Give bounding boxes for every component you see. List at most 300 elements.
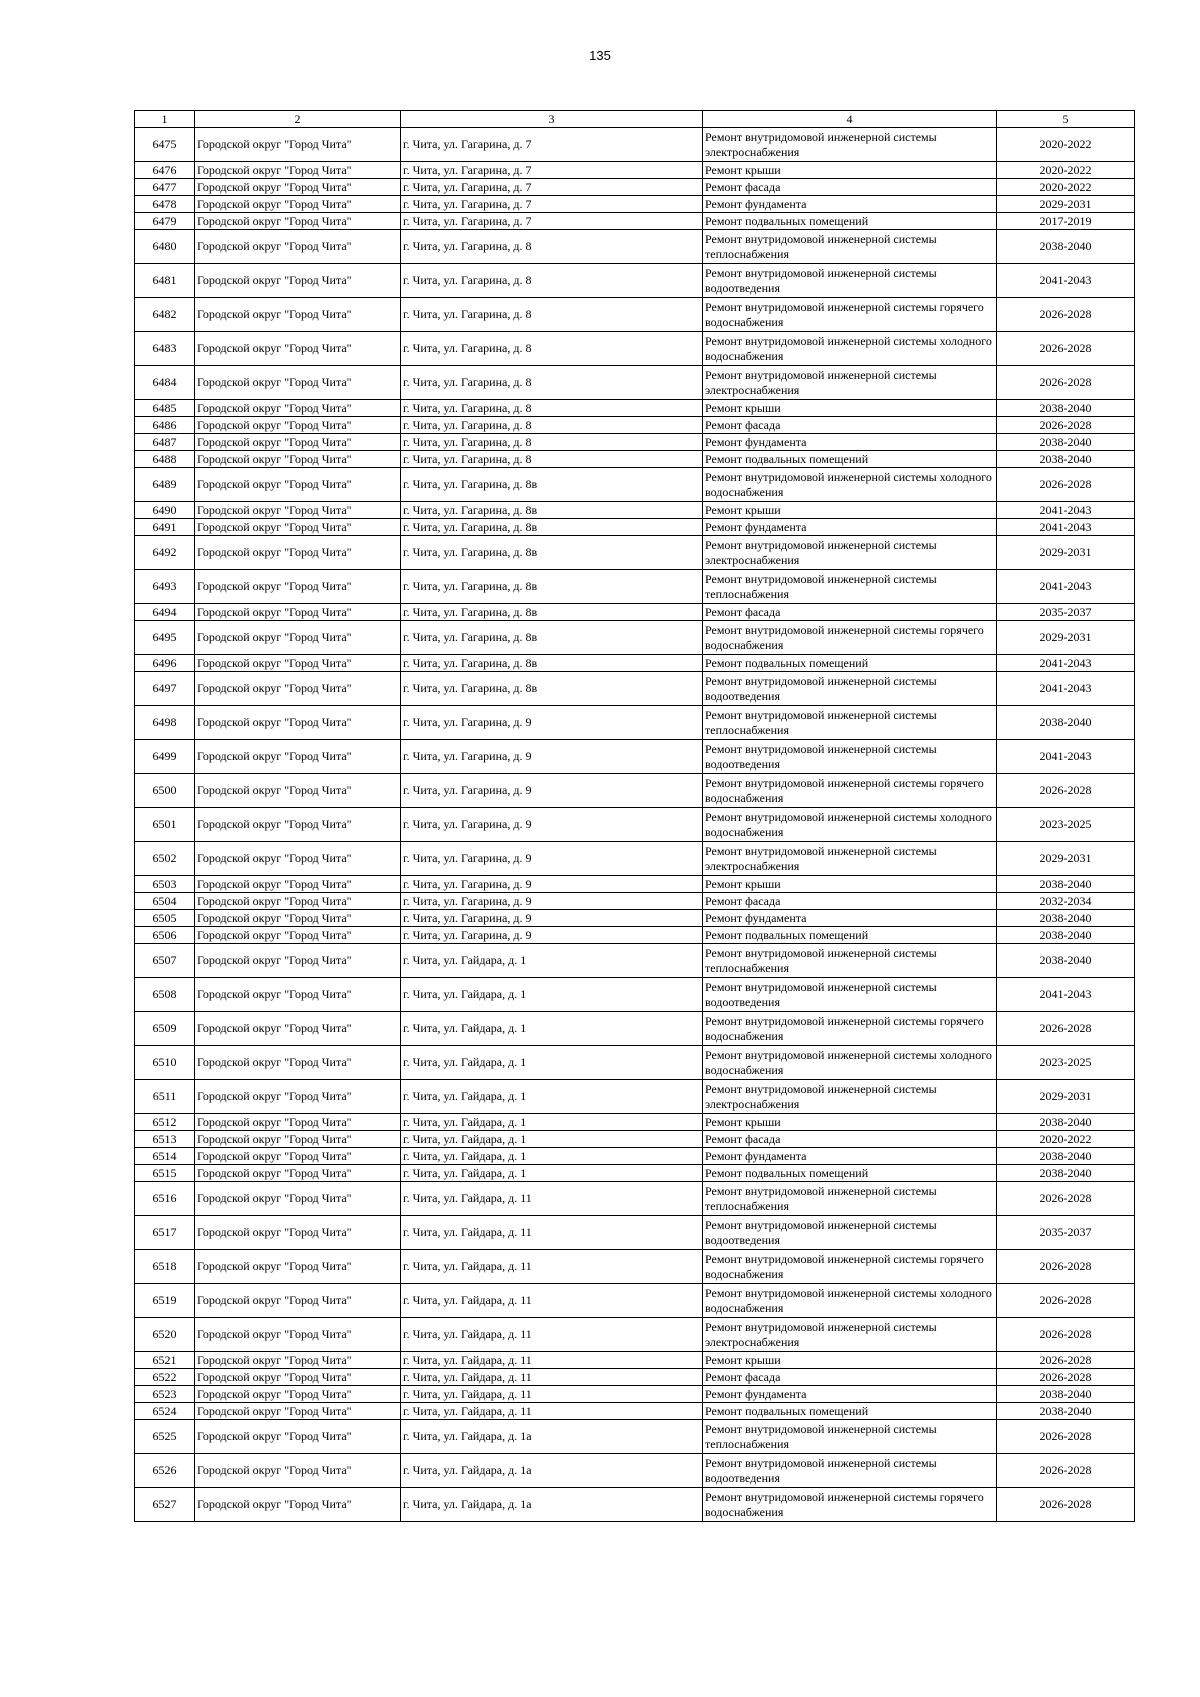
table-row — [135, 400, 1135, 417]
row-number-cell: 6505 — [135, 910, 195, 927]
address-cell: г. Чита, ул. Гагарина, д. 9 — [401, 740, 703, 774]
municipality-cell: Городской округ "Город Чита" — [195, 196, 401, 213]
address-cell: г. Чита, ул. Гайдара, д. 1 — [401, 1165, 703, 1182]
row-number-cell: 6506 — [135, 927, 195, 944]
address-cell: г. Чита, ул. Гагарина, д. 7 — [401, 196, 703, 213]
address-cell: г. Чита, ул. Гагарина, д. 8 — [401, 332, 703, 366]
municipality-cell: Городской округ "Город Чита" — [195, 1250, 401, 1284]
address-cell: г. Чита, ул. Гагарина, д. 7 — [401, 128, 703, 162]
table-row — [135, 1148, 1135, 1165]
row-number-cell: 6512 — [135, 1114, 195, 1131]
period-cell: 2038-2040 — [997, 434, 1135, 451]
table-row — [135, 502, 1135, 519]
period-cell: 2035-2037 — [997, 1216, 1135, 1250]
period-cell: 2026-2028 — [997, 1454, 1135, 1488]
period-cell: 2038-2040 — [997, 927, 1135, 944]
period-cell: 2032-2034 — [997, 893, 1135, 910]
municipality-cell: Городской округ "Город Чита" — [195, 264, 401, 298]
municipality-cell: Городской округ "Город Чита" — [195, 213, 401, 230]
address-cell: г. Чита, ул. Гайдара, д. 11 — [401, 1182, 703, 1216]
municipality-cell: Городской округ "Город Чита" — [195, 1420, 401, 1454]
row-number-cell: 6477 — [135, 179, 195, 196]
address-cell: г. Чита, ул. Гайдара, д. 11 — [401, 1250, 703, 1284]
work-type-cell — [703, 1488, 997, 1522]
period-cell: 2020-2022 — [997, 162, 1135, 179]
table-row — [135, 468, 1135, 502]
work-type-cell — [703, 1046, 997, 1080]
work-type-cell — [703, 536, 997, 570]
municipality-cell: Городской округ "Город Чита" — [195, 1182, 401, 1216]
row-number-cell: 6490 — [135, 502, 195, 519]
work-type-cell: Ремонт фундамента — [703, 196, 997, 213]
work-type-cell — [703, 672, 997, 706]
table-row — [135, 162, 1135, 179]
address-cell: г. Чита, ул. Гагарина, д. 7 — [401, 213, 703, 230]
period-cell: 2026-2028 — [997, 1369, 1135, 1386]
row-number-cell: 6478 — [135, 196, 195, 213]
work-type-cell — [703, 1080, 997, 1114]
period-cell: 2041-2043 — [997, 978, 1135, 1012]
work-type-text: Ремонт внутридомовой инженерной системы водоотведения — [705, 741, 937, 771]
work-type-cell: Ремонт подвальных помещений — [703, 451, 997, 468]
municipality-cell: Городской округ "Город Чита" — [195, 502, 401, 519]
period-cell: 2038-2040 — [997, 1148, 1135, 1165]
municipality-cell: Городской округ "Город Чита" — [195, 893, 401, 910]
header-col-1: 1 — [135, 111, 195, 128]
address-cell: г. Чита, ул. Гайдара, д. 11 — [401, 1284, 703, 1318]
work-type-cell: Ремонт крыши — [703, 1114, 997, 1131]
work-type-text: Ремонт внутридомовой инженерной системы водоотведения — [705, 673, 937, 703]
municipality-cell: Городской округ "Город Чита" — [195, 910, 401, 927]
row-number-cell: 6500 — [135, 774, 195, 808]
table-row — [135, 196, 1135, 213]
row-number-cell: 6493 — [135, 570, 195, 604]
address-cell: г. Чита, ул. Гагарина, д. 7 — [401, 179, 703, 196]
municipality-cell: Городской округ "Город Чита" — [195, 1012, 401, 1046]
period-cell: 2026-2028 — [997, 1352, 1135, 1369]
municipality-cell: Городской округ "Город Чита" — [195, 468, 401, 502]
row-number-cell: 6491 — [135, 519, 195, 536]
address-cell: г. Чита, ул. Гагарина, д. 9 — [401, 876, 703, 893]
period-cell: 2026-2028 — [997, 366, 1135, 400]
work-type-text: Ремонт внутридомовой инженерной системы холодного водоснабжения — [705, 1285, 992, 1315]
municipality-cell: Городской округ "Город Чита" — [195, 876, 401, 893]
address-cell: г. Чита, ул. Гагарина, д. 9 — [401, 808, 703, 842]
period-cell: 2041-2043 — [997, 655, 1135, 672]
table-row — [135, 366, 1135, 400]
row-number-cell: 6488 — [135, 451, 195, 468]
address-cell: г. Чита, ул. Гайдара, д. 1а — [401, 1420, 703, 1454]
address-cell: г. Чита, ул. Гагарина, д. 9 — [401, 893, 703, 910]
table-row — [135, 1420, 1135, 1454]
work-type-cell: Ремонт фасада — [703, 1131, 997, 1148]
work-type-text: Ремонт внутридомовой инженерной системы электроснабжения — [705, 1319, 937, 1349]
row-number-cell: 6503 — [135, 876, 195, 893]
period-cell: 2026-2028 — [997, 1420, 1135, 1454]
municipality-cell: Городской округ "Город Чита" — [195, 672, 401, 706]
address-cell: г. Чита, ул. Гагарина, д. 8 — [401, 434, 703, 451]
period-cell: 2029-2031 — [997, 536, 1135, 570]
work-type-cell — [703, 230, 997, 264]
address-cell: г. Чита, ул. Гайдара, д. 1 — [401, 1148, 703, 1165]
work-type-text: Ремонт внутридомовой инженерной системы горячего водоснабжения — [705, 622, 984, 652]
table-row — [135, 910, 1135, 927]
table-row — [135, 1318, 1135, 1352]
address-cell: г. Чита, ул. Гайдара, д. 1 — [401, 1046, 703, 1080]
municipality-cell: Городской округ "Город Чита" — [195, 434, 401, 451]
work-type-cell: Ремонт фундамента — [703, 1148, 997, 1165]
work-type-text: Ремонт внутридомовой инженерной системы горячего водоснабжения — [705, 299, 984, 329]
work-type-text: Ремонт внутридомовой инженерной системы теплоснабжения — [705, 571, 937, 601]
municipality-cell: Городской округ "Город Чита" — [195, 519, 401, 536]
municipality-cell: Городской округ "Город Чита" — [195, 1284, 401, 1318]
row-number-cell: 6508 — [135, 978, 195, 1012]
work-type-cell: Ремонт фундамента — [703, 910, 997, 927]
period-cell: 2038-2040 — [997, 876, 1135, 893]
municipality-cell: Городской округ "Город Чита" — [195, 1165, 401, 1182]
address-cell: г. Чита, ул. Гагарина, д. 8 — [401, 451, 703, 468]
period-cell: 2041-2043 — [997, 740, 1135, 774]
municipality-cell: Городской округ "Город Чита" — [195, 808, 401, 842]
work-type-cell: Ремонт крыши — [703, 502, 997, 519]
table-row — [135, 213, 1135, 230]
row-number-cell: 6518 — [135, 1250, 195, 1284]
work-type-cell — [703, 842, 997, 876]
period-cell: 2026-2028 — [997, 1318, 1135, 1352]
row-number-cell: 6526 — [135, 1454, 195, 1488]
work-type-text: Ремонт внутридомовой инженерной системы теплоснабжения — [705, 1421, 937, 1451]
period-cell: 2023-2025 — [997, 808, 1135, 842]
work-type-cell: Ремонт крыши — [703, 162, 997, 179]
municipality-cell: Городской округ "Город Чита" — [195, 1386, 401, 1403]
row-number-cell: 6519 — [135, 1284, 195, 1318]
table-row — [135, 876, 1135, 893]
table-row — [135, 179, 1135, 196]
work-type-text: Ремонт внутридомовой инженерной системы холодного водоснабжения — [705, 333, 992, 363]
address-cell: г. Чита, ул. Гагарина, д. 8 — [401, 400, 703, 417]
address-cell: г. Чита, ул. Гагарина, д. 8 — [401, 298, 703, 332]
row-number-cell: 6485 — [135, 400, 195, 417]
work-type-cell — [703, 808, 997, 842]
municipality-cell: Городской округ "Город Чита" — [195, 706, 401, 740]
table-row — [135, 740, 1135, 774]
row-number-cell: 6524 — [135, 1403, 195, 1420]
row-number-cell: 6482 — [135, 298, 195, 332]
page-number: 135 — [589, 48, 611, 63]
work-type-cell: Ремонт фасада — [703, 179, 997, 196]
address-cell: г. Чита, ул. Гайдара, д. 11 — [401, 1386, 703, 1403]
table-row — [135, 570, 1135, 604]
municipality-cell: Городской округ "Город Чита" — [195, 1369, 401, 1386]
row-number-cell: 6511 — [135, 1080, 195, 1114]
table-row — [135, 1488, 1135, 1522]
row-number-cell: 6489 — [135, 468, 195, 502]
table-row — [135, 1046, 1135, 1080]
row-number-cell: 6504 — [135, 893, 195, 910]
period-cell: 2026-2028 — [997, 468, 1135, 502]
row-number-cell: 6475 — [135, 128, 195, 162]
work-type-text: Ремонт внутридомовой инженерной системы электроснабжения — [705, 1081, 937, 1111]
work-type-cell: Ремонт подвальных помещений — [703, 1165, 997, 1182]
period-cell: 2026-2028 — [997, 1284, 1135, 1318]
period-cell: 2038-2040 — [997, 1403, 1135, 1420]
address-cell: г. Чита, ул. Гагарина, д. 8в — [401, 672, 703, 706]
row-number-cell: 6479 — [135, 213, 195, 230]
table-row — [135, 434, 1135, 451]
work-type-text: Ремонт внутридомовой инженерной системы теплоснабжения — [705, 707, 937, 737]
address-cell: г. Чита, ул. Гагарина, д. 8в — [401, 519, 703, 536]
period-cell: 2020-2022 — [997, 179, 1135, 196]
work-type-text: Ремонт внутридомовой инженерной системы водоотведения — [705, 1455, 937, 1485]
address-cell: г. Чита, ул. Гайдара, д. 11 — [401, 1216, 703, 1250]
work-type-cell: Ремонт подвальных помещений — [703, 1403, 997, 1420]
period-cell: 2023-2025 — [997, 1046, 1135, 1080]
address-cell: г. Чита, ул. Гагарина, д. 7 — [401, 162, 703, 179]
table-row — [135, 1250, 1135, 1284]
row-number-cell: 6521 — [135, 1352, 195, 1369]
table-row — [135, 604, 1135, 621]
period-cell: 2038-2040 — [997, 451, 1135, 468]
row-number-cell: 6496 — [135, 655, 195, 672]
row-number-cell: 6513 — [135, 1131, 195, 1148]
work-type-text: Ремонт внутридомовой инженерной системы теплоснабжения — [705, 1183, 937, 1213]
period-cell: 2026-2028 — [997, 1250, 1135, 1284]
period-cell: 2038-2040 — [997, 400, 1135, 417]
row-number-cell: 6483 — [135, 332, 195, 366]
municipality-cell: Городской округ "Город Чита" — [195, 128, 401, 162]
table-row — [135, 1080, 1135, 1114]
municipality-cell: Городской округ "Город Чита" — [195, 1454, 401, 1488]
work-type-cell: Ремонт фасада — [703, 1369, 997, 1386]
row-number-cell: 6525 — [135, 1420, 195, 1454]
table-row — [135, 978, 1135, 1012]
period-cell: 2020-2022 — [997, 1131, 1135, 1148]
address-cell: г. Чита, ул. Гагарина, д. 9 — [401, 910, 703, 927]
row-number-cell: 6515 — [135, 1165, 195, 1182]
table-row — [135, 1012, 1135, 1046]
address-cell: г. Чита, ул. Гайдара, д. 1 — [401, 1080, 703, 1114]
period-cell: 2026-2028 — [997, 1012, 1135, 1046]
address-cell: г. Чита, ул. Гайдара, д. 1 — [401, 978, 703, 1012]
municipality-cell: Городской округ "Город Чита" — [195, 604, 401, 621]
work-type-text: Ремонт внутридомовой инженерной системы водоотведения — [705, 265, 937, 295]
work-type-cell — [703, 706, 997, 740]
work-type-cell — [703, 332, 997, 366]
work-type-text: Ремонт внутридомовой инженерной системы водоотведения — [705, 1217, 937, 1247]
work-type-text: Ремонт внутридомовой инженерной системы горячего водоснабжения — [705, 1489, 984, 1519]
address-cell: г. Чита, ул. Гайдара, д. 11 — [401, 1403, 703, 1420]
table-row — [135, 808, 1135, 842]
municipality-cell: Городской округ "Город Чита" — [195, 451, 401, 468]
table-row — [135, 621, 1135, 655]
work-type-cell — [703, 1454, 997, 1488]
table-row — [135, 1216, 1135, 1250]
address-cell: г. Чита, ул. Гагарина, д. 8в — [401, 502, 703, 519]
table-row — [135, 1131, 1135, 1148]
period-cell: 2038-2040 — [997, 706, 1135, 740]
table-row — [135, 1386, 1135, 1403]
table-row — [135, 230, 1135, 264]
municipality-cell: Городской округ "Город Чита" — [195, 774, 401, 808]
work-type-cell: Ремонт крыши — [703, 1352, 997, 1369]
address-cell: г. Чита, ул. Гайдара, д. 1а — [401, 1454, 703, 1488]
work-type-cell: Ремонт крыши — [703, 876, 997, 893]
repair-schedule-table — [134, 110, 1135, 1522]
municipality-cell: Городской округ "Город Чита" — [195, 400, 401, 417]
period-cell: 2029-2031 — [997, 1080, 1135, 1114]
table-row — [135, 1369, 1135, 1386]
period-cell: 2026-2028 — [997, 1182, 1135, 1216]
work-type-cell: Ремонт фундамента — [703, 1386, 997, 1403]
work-type-cell — [703, 264, 997, 298]
row-number-cell: 6509 — [135, 1012, 195, 1046]
address-cell: г. Чита, ул. Гайдара, д. 1 — [401, 1114, 703, 1131]
table-row — [135, 893, 1135, 910]
work-type-cell — [703, 978, 997, 1012]
period-cell: 2026-2028 — [997, 298, 1135, 332]
municipality-cell: Городской округ "Город Чита" — [195, 978, 401, 1012]
row-number-cell: 6523 — [135, 1386, 195, 1403]
row-number-cell: 6520 — [135, 1318, 195, 1352]
row-number-cell: 6487 — [135, 434, 195, 451]
work-type-cell — [703, 468, 997, 502]
work-type-cell — [703, 621, 997, 655]
period-cell: 2029-2031 — [997, 842, 1135, 876]
period-cell: 2038-2040 — [997, 910, 1135, 927]
row-number-cell: 6514 — [135, 1148, 195, 1165]
municipality-cell: Городской округ "Город Чита" — [195, 1216, 401, 1250]
address-cell: г. Чита, ул. Гагарина, д. 8 — [401, 230, 703, 264]
work-type-cell — [703, 128, 997, 162]
work-type-cell: Ремонт подвальных помещений — [703, 213, 997, 230]
table-row — [135, 1403, 1135, 1420]
header-col-5: 5 — [997, 111, 1135, 128]
table-row — [135, 1352, 1135, 1369]
row-number-cell: 6476 — [135, 162, 195, 179]
period-cell: 2026-2028 — [997, 332, 1135, 366]
municipality-cell: Городской округ "Город Чита" — [195, 332, 401, 366]
table-body — [135, 128, 1135, 1522]
address-cell: г. Чита, ул. Гагарина, д. 8 — [401, 366, 703, 400]
period-cell: 2026-2028 — [997, 1488, 1135, 1522]
row-number-cell: 6480 — [135, 230, 195, 264]
header-row — [135, 111, 1135, 128]
work-type-text: Ремонт внутридомовой инженерной системы теплоснабжения — [705, 945, 937, 975]
table-row — [135, 706, 1135, 740]
period-cell: 2017-2019 — [997, 213, 1135, 230]
period-cell: 2026-2028 — [997, 417, 1135, 434]
period-cell: 2041-2043 — [997, 502, 1135, 519]
municipality-cell: Городской округ "Город Чита" — [195, 842, 401, 876]
address-cell: г. Чита, ул. Гагарина, д. 9 — [401, 706, 703, 740]
table-row — [135, 1114, 1135, 1131]
table-row — [135, 451, 1135, 468]
municipality-cell: Городской округ "Город Чита" — [195, 417, 401, 434]
row-number-cell: 6527 — [135, 1488, 195, 1522]
address-cell: г. Чита, ул. Гайдара, д. 1а — [401, 1488, 703, 1522]
row-number-cell: 6517 — [135, 1216, 195, 1250]
address-cell: г. Чита, ул. Гагарина, д. 8в — [401, 536, 703, 570]
table-row — [135, 655, 1135, 672]
row-number-cell: 6497 — [135, 672, 195, 706]
municipality-cell: Городской округ "Город Чита" — [195, 1403, 401, 1420]
work-type-cell — [703, 1012, 997, 1046]
row-number-cell: 6502 — [135, 842, 195, 876]
row-number-cell: 6522 — [135, 1369, 195, 1386]
row-number-cell: 6507 — [135, 944, 195, 978]
municipality-cell: Городской округ "Город Чита" — [195, 1488, 401, 1522]
period-cell: 2020-2022 — [997, 128, 1135, 162]
table-row — [135, 519, 1135, 536]
table-row — [135, 774, 1135, 808]
table-row — [135, 842, 1135, 876]
address-cell: г. Чита, ул. Гайдара, д. 1 — [401, 1012, 703, 1046]
municipality-cell: Городской округ "Город Чита" — [195, 298, 401, 332]
address-cell: г. Чита, ул. Гайдара, д. 1 — [401, 1131, 703, 1148]
municipality-cell: Городской округ "Город Чита" — [195, 366, 401, 400]
period-cell: 2041-2043 — [997, 672, 1135, 706]
work-type-cell — [703, 1250, 997, 1284]
work-type-cell — [703, 944, 997, 978]
work-type-cell: Ремонт фасада — [703, 893, 997, 910]
work-type-cell: Ремонт фасада — [703, 604, 997, 621]
period-cell: 2029-2031 — [997, 621, 1135, 655]
row-number-cell: 6510 — [135, 1046, 195, 1080]
work-type-text: Ремонт внутридомовой инженерной системы холодного водоснабжения — [705, 469, 992, 499]
address-cell: г. Чита, ул. Гагарина, д. 8 — [401, 417, 703, 434]
work-type-cell: Ремонт подвальных помещений — [703, 655, 997, 672]
row-number-cell: 6492 — [135, 536, 195, 570]
municipality-cell: Городской округ "Город Чита" — [195, 1080, 401, 1114]
work-type-cell: Ремонт фундамента — [703, 519, 997, 536]
address-cell: г. Чита, ул. Гагарина, д. 8в — [401, 468, 703, 502]
row-number-cell: 6494 — [135, 604, 195, 621]
period-cell: 2038-2040 — [997, 1165, 1135, 1182]
address-cell: г. Чита, ул. Гагарина, д. 8в — [401, 604, 703, 621]
work-type-text: Ремонт внутридомовой инженерной системы электроснабжения — [705, 367, 937, 397]
work-type-text: Ремонт внутридомовой инженерной системы холодного водоснабжения — [705, 1047, 992, 1077]
table-row — [135, 927, 1135, 944]
address-cell: г. Чита, ул. Гагарина, д. 9 — [401, 927, 703, 944]
work-type-text: Ремонт внутридомовой инженерной системы электроснабжения — [705, 129, 937, 159]
address-cell: г. Чита, ул. Гайдара, д. 1 — [401, 944, 703, 978]
work-type-text: Ремонт внутридомовой инженерной системы электроснабжения — [705, 537, 937, 567]
municipality-cell: Городской округ "Город Чита" — [195, 1352, 401, 1369]
period-cell: 2041-2043 — [997, 570, 1135, 604]
work-type-cell: Ремонт фундамента — [703, 434, 997, 451]
address-cell: г. Чита, ул. Гагарина, д. 8в — [401, 655, 703, 672]
work-type-cell: Ремонт крыши — [703, 400, 997, 417]
municipality-cell: Городской округ "Город Чита" — [195, 655, 401, 672]
municipality-cell: Городской округ "Город Чита" — [195, 536, 401, 570]
address-cell: г. Чита, ул. Гагарина, д. 9 — [401, 774, 703, 808]
table-row — [135, 128, 1135, 162]
address-cell: г. Чита, ул. Гагарина, д. 9 — [401, 842, 703, 876]
municipality-cell: Городской округ "Город Чита" — [195, 179, 401, 196]
row-number-cell: 6498 — [135, 706, 195, 740]
work-type-text: Ремонт внутридомовой инженерной системы водоотведения — [705, 979, 937, 1009]
work-type-cell — [703, 298, 997, 332]
work-type-text: Ремонт внутридомовой инженерной системы горячего водоснабжения — [705, 1013, 984, 1043]
header-col-3: 3 — [401, 111, 703, 128]
period-cell: 2026-2028 — [997, 774, 1135, 808]
work-type-text: Ремонт внутридомовой инженерной системы горячего водоснабжения — [705, 1251, 984, 1281]
work-type-cell: Ремонт фасада — [703, 417, 997, 434]
municipality-cell: Городской округ "Город Чита" — [195, 740, 401, 774]
row-number-cell: 6486 — [135, 417, 195, 434]
municipality-cell: Городской округ "Город Чита" — [195, 1131, 401, 1148]
period-cell: 2038-2040 — [997, 1114, 1135, 1131]
